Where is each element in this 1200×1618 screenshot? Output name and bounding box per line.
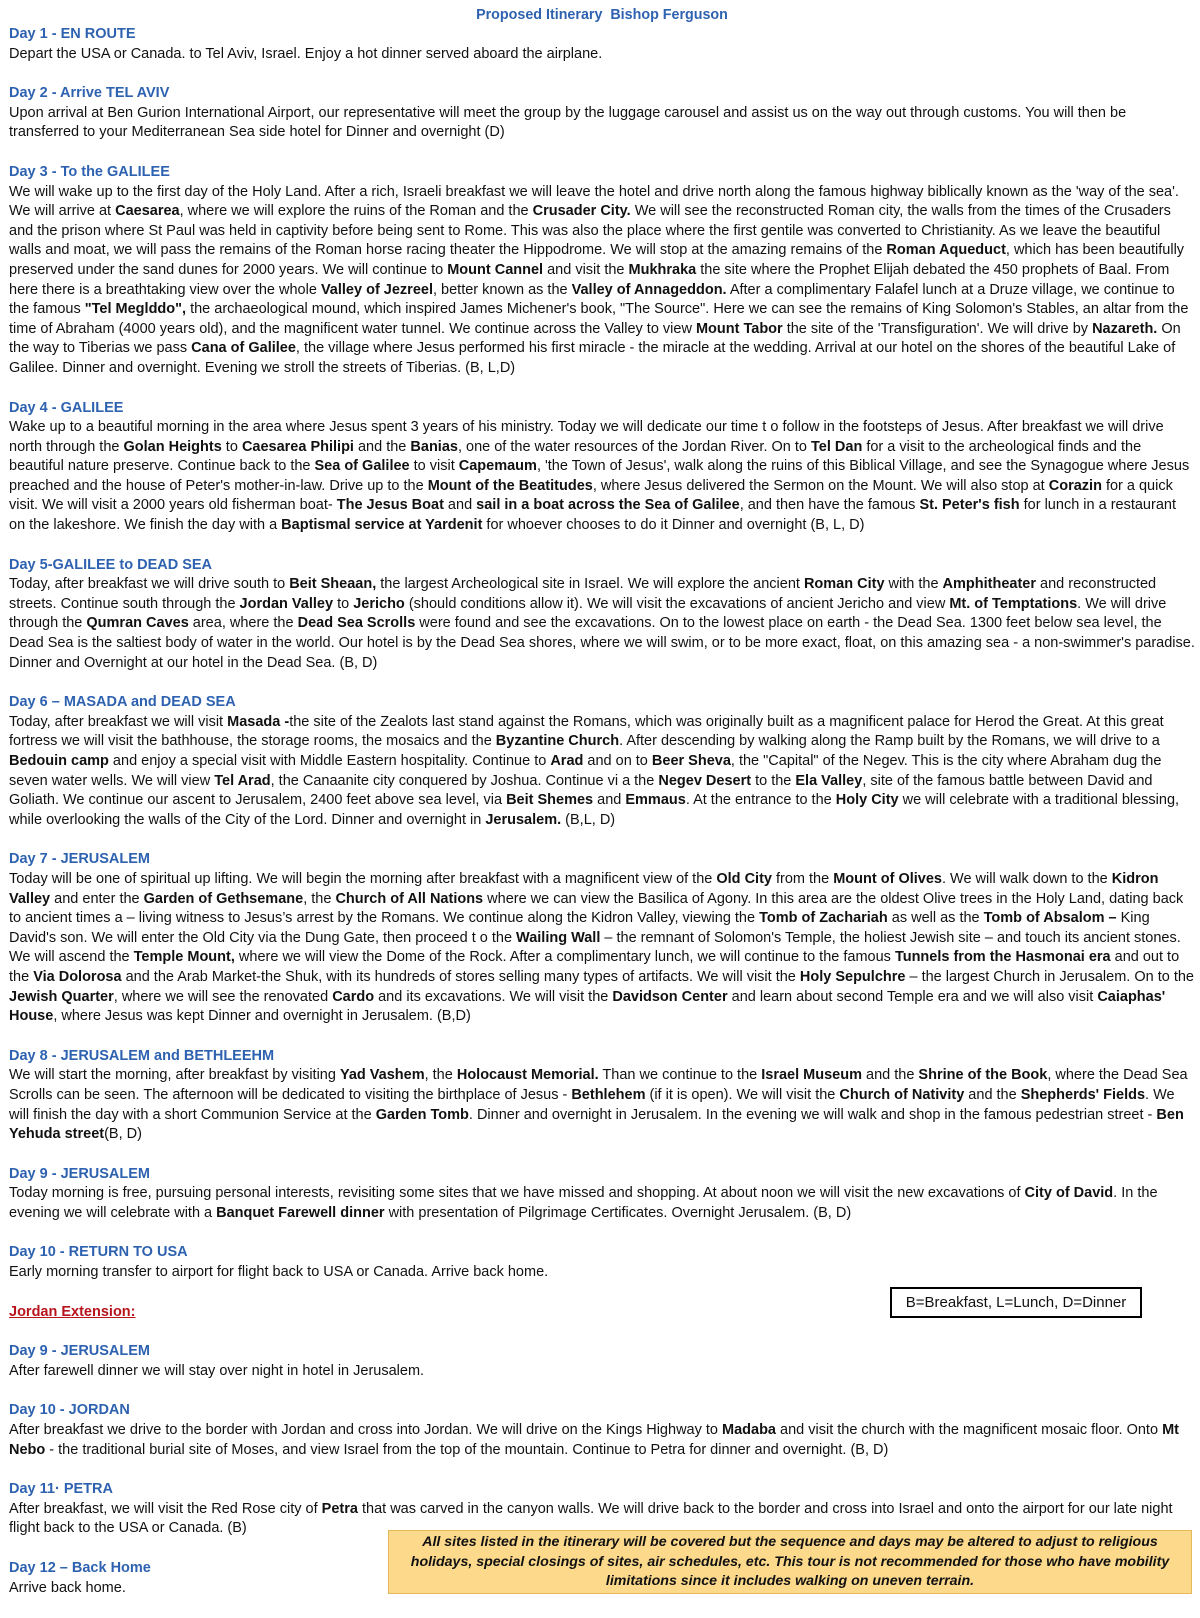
site-name: Caesarea Philipi (241, 438, 354, 455)
text-segment: area, where the (188, 615, 298, 632)
site-name: Cardo (332, 988, 375, 1005)
site-name: Mukhraka (628, 261, 697, 278)
text-segment: , better known as the (432, 281, 572, 298)
text-segment: After breakfast we drive to the border with Jordan and cross into Jordan. We will drive on the Kings Highway to (9, 1422, 722, 1439)
text-segment: - the traditional burial site of Moses, and view Israel from the top of the mountain. Continue to Petra for dinner and overnight. (B, D) (45, 1441, 889, 1458)
site-name: Via Dolorosa (33, 968, 122, 985)
site-name: Bedouin camp (9, 753, 109, 769)
site-name: Garden Tomb (375, 1106, 469, 1123)
day-heading: Day 12 – Back Home (9, 1560, 151, 1576)
site-name: Capemaum (458, 458, 537, 475)
site-name: Beer Sheva (651, 753, 731, 769)
text-segment: , the village where Jesus performed his first miracle - the miracle at the wedding. Arrival at our hotel on the shores of the beautiful Lake of Galilee. Dinner and overnight. Evening we stroll the streets of Tiberias. (B, L,D) (9, 340, 1176, 376)
text-segment: and (443, 497, 477, 514)
text-segment: and learn about second Temple era and we will also visit (727, 988, 1098, 1005)
day-description (9, 183, 1195, 379)
text-segment: (if it is open). We will visit the (645, 1086, 840, 1103)
site-name: Bethlehem (571, 1086, 646, 1103)
day-description (9, 418, 1195, 536)
day-heading: Day 9 - JERUSALEM (9, 1343, 151, 1360)
site-name: Israel Museum (761, 1067, 862, 1084)
site-name: Old City (716, 870, 772, 887)
day-heading: Day 6 – MASADA and DEAD SEA (9, 694, 236, 711)
text-segment: (B, D) (104, 1126, 142, 1143)
site-name: The Jesus Boat (336, 497, 444, 514)
text-segment: to the (751, 772, 796, 789)
site-name: Church of All Nations (335, 890, 484, 907)
day-list (9, 25, 1195, 1283)
meal-legend-box: B=Breakfast, L=Lunch, D=Dinner (890, 1287, 1142, 1318)
text-segment: and visit the (543, 261, 629, 278)
page-title: Proposed Itinerary Bishop Ferguson (476, 7, 728, 23)
site-name: Emmaus (625, 792, 686, 809)
site-name: Petra (321, 1500, 358, 1517)
text-segment: , the (303, 890, 336, 907)
day-heading: Day 7 - JERUSALEM (9, 851, 151, 868)
site-name: Tel Dan (811, 438, 863, 455)
site-name: Beit Sheaan, (289, 576, 377, 593)
day-section (9, 163, 1195, 379)
text-segment: and the (861, 1067, 919, 1084)
day-section (9, 1243, 1195, 1282)
day-description (9, 104, 1195, 143)
text-segment: , 'the Town of Jesus', walk along the ruins of this Biblical Village, and see the Synagogue where Jesus preached and the house of Peter's mother-in-law. Drive up to the (9, 458, 1190, 494)
jordan-extension-heading: Jordan Extension: (9, 1303, 136, 1320)
site-name: Mt Nebo (9, 1422, 1179, 1458)
site-name: Kidron Valley (9, 870, 1159, 907)
site-name: Dead Sea Scrolls (297, 615, 416, 632)
text-segment: Wake up to a beautiful morning in the area where Jesus spent 3 years of his ministry. Today we will dedicate our time t o follow in the footsteps of Jesus. After breakfast we will drive north through the (9, 419, 1164, 455)
text-segment: Upon arrival at Ben Gurion International Airport, our representative will meet the group by the luggage carousel and assist us on the way out through customs. You will then be transferred to your Mediterranean Sea side hotel for Dinner and overnight (D) (9, 104, 1127, 141)
site-name: Ben Yehuda street (9, 1106, 1184, 1143)
site-name: Amphitheater (942, 576, 1037, 593)
text-segment: On the way to Tiberias we pass (9, 320, 1181, 357)
site-name: Nazareth. (1092, 320, 1158, 337)
text-segment: and the Arab Market-the Shuk, with its hundreds of stores selling many types of artifacts. We will visit the (121, 968, 800, 985)
site-name: Roman City (803, 576, 885, 593)
text-segment: (B,L, D) (561, 811, 616, 828)
site-name: Davidson Center (612, 988, 728, 1005)
site-name: Wailing Wall (516, 929, 601, 946)
text-segment: where we will view the Dome of the Rock. After a complimentary lunch, we will continue to the famous (234, 949, 895, 966)
text-segment: and visit the church with the magnificent mosaic floor. Onto (776, 1422, 1163, 1439)
day-section (9, 84, 1195, 143)
site-name: Byzantine Church (495, 733, 620, 750)
text-segment: We will see the reconstructed Roman city, the walls from the times of the Crusaders and the prison where St Paul was held in captivity before being sent to Rome. This was also the place where the first gentile was converted to Christianity. As we leave the beautiful walls and moat, we will pass the remains of the Roman horse racing theater the Hippodrome. We will stop at the amazing remains of the (9, 203, 1171, 259)
day-section (9, 1047, 1195, 1145)
site-name: City of David (1024, 1185, 1114, 1202)
day-section (9, 25, 1195, 64)
text-segment: Early morning transfer to airport for flight back to USA or Canada. Arrive back home. (9, 1264, 549, 1281)
day-description (9, 1066, 1195, 1144)
site-name: Mount Cannel (447, 261, 544, 278)
text-segment: with presentation of Pilgrimage Certificates. Overnight Jerusalem. (B, D) (384, 1204, 852, 1221)
text-segment: as well as the (887, 910, 984, 927)
text-segment: where we can view the Basilica of Agony. In this area are the oldest Olive trees in the Holy Land, dating back to ancient times a – living witness to Jesus’s arrest by the Romans. We continue along the Kidron Valley, viewing the (9, 890, 1184, 927)
text-segment: and reconstructed streets. Continue south through the (9, 576, 1157, 612)
text-segment: (should conditions allow it). We will visit the excavations of ancient Jericho and view (404, 595, 950, 612)
day-heading: Day 9 - JERUSALEM (9, 1165, 151, 1182)
day-description (9, 870, 1195, 1027)
day-section (9, 693, 1195, 830)
text-segment: . We will drive through the (9, 595, 1167, 632)
text-segment: , where Jesus delivered the Sermon on the Mount. We will also stop at (592, 477, 1049, 494)
text-segment: . In the evening we will celebrate with a (9, 1185, 1158, 1221)
text-segment: , the "Capital" of the Negev. This is the city where Abraham dug the seven water wells. We will view (9, 753, 1162, 789)
text-segment: from the (771, 870, 834, 887)
site-name: Mount of the Beatitudes (427, 477, 593, 494)
site-name: Jerusalem. (485, 811, 562, 828)
site-name: Holy City (835, 792, 899, 809)
text-segment: – the remnant of Solomon's Temple, the holiest Jewish site – and touch its ancient stones. We will ascend the (9, 929, 1181, 966)
site-name: Beit Shemes (506, 792, 594, 809)
site-name: Masada - (227, 713, 290, 730)
site-name: Tunnels from the Hasmonai era (894, 949, 1111, 966)
day-section (9, 399, 1195, 536)
site-name: Holocaust Memorial. (456, 1067, 599, 1084)
text-segment: the site where the Prophet Elijah debated the 450 prophets of Baal. From here there is a breathtaking view over the whole (9, 261, 1170, 298)
text-segment: with the (884, 576, 943, 593)
day-heading: Day 2 - Arrive TEL AVIV (9, 85, 170, 102)
text-segment: the site of the 'Transfiguration'. We will drive by (782, 320, 1093, 337)
day-heading: Day 5-GALILEE to DEAD SEA (9, 556, 213, 573)
text-segment: Today, after breakfast we will drive south to (9, 576, 290, 593)
site-name: Mount of Olives (833, 870, 942, 887)
text-segment: Today morning is free, pursuing personal interests, revisiting some sites that we have missed and shopping. At about noon we will visit the new excavations of (9, 1185, 1025, 1202)
text-segment: for a visit to the archeological finds and the beautiful nature preserve. Continue back to the (9, 438, 1142, 475)
text-segment: . After descending by walking along the Ramp built by the Romans, we will drive to a (619, 733, 1160, 750)
site-name: Tomb of Absalom – (983, 910, 1117, 927)
text-segment: , and then have the famous (739, 497, 920, 514)
text-segment: to (333, 595, 354, 612)
site-name: Roman Aqueduct (886, 242, 1006, 259)
site-name: Church of Nativity (839, 1086, 965, 1103)
text-segment: Than we continue to the (598, 1067, 762, 1084)
day-description (9, 1421, 1195, 1460)
site-name: Jewish Quarter (9, 988, 114, 1005)
site-name: Shrine of the Book (918, 1067, 1048, 1084)
text-segment: to (221, 438, 242, 455)
day-heading: Day 3 - To the GALILEE (9, 163, 170, 180)
site-name: Mt. of Temptations (949, 595, 1078, 612)
text-segment: we will celebrate with a traditional blessing, while overlooking the walls of the City of the Lord. Dinner and overnight in (9, 792, 1180, 828)
day-section (9, 1165, 1195, 1224)
text-segment: for a quick visit. We will visit a 2000 years old fisherman boat- (9, 477, 1173, 514)
text-segment: and (593, 792, 626, 809)
text-segment: Today will be one of spiritual up lifting. We will begin the morning after breakfast with a magnificent view of the (9, 870, 717, 887)
site-name: Arad (550, 753, 584, 769)
text-segment: . At the entrance to the (685, 792, 836, 809)
site-name: Cana of Galilee (191, 340, 296, 357)
site-name: Madaba (722, 1422, 776, 1439)
site-name: Valley of Jezreel (320, 281, 433, 298)
day-description (9, 575, 1195, 673)
site-name: Temple Mount, (133, 949, 235, 966)
text-segment: . Dinner and overnight in Jerusalem. In the evening we will walk and shop in the famous pedestrian street - (468, 1106, 1157, 1123)
text-segment: We will start the morning, after breakfast by visiting (9, 1067, 340, 1084)
site-name: Sea of Galilee (314, 458, 410, 475)
site-name: Baptismal service at Yardenit (281, 517, 483, 534)
text-segment: . We will finish the day with a short Communion Service at the (9, 1086, 1175, 1123)
text-segment: , the Canaanite city conquered by Joshua. Continue vi a the (270, 772, 659, 789)
site-name: Shepherds' Fields (1020, 1086, 1146, 1103)
site-name: Golan Heights (123, 438, 222, 455)
text-segment: , where we will explore the ruins of the Roman and the (179, 203, 533, 220)
site-name: Banias (410, 438, 458, 455)
day-section (9, 850, 1195, 1026)
text-segment: and its excavations. We will visit the (374, 988, 613, 1005)
site-name: Banquet Farewell dinner (216, 1204, 385, 1221)
site-name: Crusader City. (532, 203, 631, 220)
text-segment: , site of the famous battle between David and Goliath. We continue our ascent to Jerusalem, 2400 feet above sea level, via (9, 772, 1153, 809)
text-segment: Today, after breakfast we will visit (9, 713, 228, 730)
day-section (9, 1401, 1195, 1460)
text-segment: that was carved in the canyon walls. We will drive back to the border and cross into Israel and onto the airport for our late night flight back to the USA or Canada. (B) (9, 1500, 1173, 1537)
itinerary-document (9, 6, 1195, 1618)
site-name: Jericho (353, 595, 405, 612)
site-name: Mount Tabor (695, 320, 783, 337)
text-segment: After breakfast, we will visit the Red Rose city of (9, 1500, 322, 1517)
text-segment: and out to the (9, 949, 1180, 985)
text-segment: and on to (583, 753, 652, 769)
site-name: Jordan Valley (239, 595, 334, 612)
day-description (9, 1362, 1195, 1382)
text-segment: and enter the (50, 890, 144, 907)
site-name: Caesarea (115, 203, 180, 220)
text-segment: , where Jesus was kept Dinner and overnight in Jerusalem. (B,D) (53, 1008, 471, 1025)
day-heading: Day 1 - EN ROUTE (9, 26, 136, 42)
text-segment: King David's son. We will enter the Old City via the Dung Gate, then proceed t o the (9, 910, 1150, 946)
disclaimer-note: All sites listed in the itinerary will be covered but the sequence and days may be altered to adjust to religious holidays, special closings of sites, air schedules, etc. This tour is not recommended for those who have mobility limitations since it includes walking on uneven terrain. (388, 1530, 1192, 1594)
text-segment: , one of the water resources of the Jordan River. On to (457, 438, 811, 455)
text-segment: After farewell dinner we will stay over night in hotel in Jerusalem. (9, 1362, 425, 1379)
day-heading: Day 4 - GALILEE (9, 399, 124, 416)
day-section (9, 1342, 1195, 1381)
text-segment: After a complimentary Falafel lunch at a Druze village, we continue to the famous (9, 281, 1175, 318)
text-segment: , where we will see the renovated (113, 988, 333, 1005)
site-name: sail in a boat across the Sea of Galilee (476, 497, 740, 514)
text-segment: We will wake up to the first day of the Holy Land. After a rich, Israeli breakfast we will leave the hotel and drive north along the famous highway biblically known as the 'way of the sea'. We will arrive at (9, 183, 1179, 220)
site-name: Yad Vashem (339, 1067, 425, 1084)
text-segment: and the (353, 438, 411, 455)
day-description (9, 1184, 1195, 1223)
day-description (9, 1263, 1195, 1283)
day-description (9, 45, 1195, 65)
site-name: St. Peter's fish (919, 497, 1020, 514)
text-segment: , which has been beautifully preserved under the sand dunes for 2000 years. We will continue to (9, 242, 1185, 278)
site-name: Qumran Caves (86, 615, 189, 632)
text-segment: Depart the USA or Canada. to Tel Aviv, Israel. Enjoy a hot dinner served aboard the airplane. (9, 45, 603, 62)
text-segment: , where the Dead Sea Scrolls can be seen. The afternoon will be dedicated to visiting the birthplace of Jesus - (9, 1067, 1188, 1103)
text-segment: Arrive back home. (9, 1579, 126, 1596)
text-segment: and enjoy a special visit with Middle Eastern hospitality. Continue to (108, 753, 551, 769)
text-segment: for lunch in a restaurant on the lakeshore. We finish the day with a (9, 497, 1176, 534)
day-heading: Day 10 - JORDAN (9, 1402, 130, 1419)
site-name: Caiaphas' House (9, 988, 1166, 1025)
text-segment: and the (964, 1086, 1021, 1103)
site-name: Tomb of Zachariah (759, 910, 888, 927)
site-name: Holy Sepulchre (799, 968, 906, 985)
text-segment: the site of the Zealots last stand against the Romans, which was originally built as a magnificent palace for Herod the Great. At this great fortress we will visit the bathhouse, the storage rooms, the mosaics and the (9, 713, 1164, 750)
text-segment: – the largest Church in Jerusalem. On to the (905, 968, 1194, 985)
text-segment: for whoever chooses to do it Dinner and overnight (B, L, D) (482, 517, 865, 534)
day-heading: Day 10 - RETURN TO USA (9, 1244, 188, 1261)
site-name: Corazin (1048, 477, 1102, 494)
text-segment: to visit (409, 458, 459, 475)
site-name: "Tel Meglddo", (84, 301, 187, 318)
day-heading: Day 11· PETRA (9, 1481, 113, 1498)
site-name: Garden of Gethsemane (143, 890, 304, 907)
text-segment: , the (424, 1067, 457, 1084)
site-name: Ela Valley (795, 772, 863, 789)
site-name: Tel Arad (214, 772, 271, 789)
text-segment: the archaeological mound, which inspired James Michener's book, "The Source". Here we can see the remains of King Solomon's Stables, an altar from the time of Abraham (4000 years old), and the magnificent water tunnel. We continue across the Valley to view (9, 301, 1189, 337)
text-segment: were found and see the excavations. On to the lowest place on earth - the Dead Sea. 1300 feet below sea level, the Dead Sea is the saltiest body of water in the world. Our hotel is by the Dead Sea shores, where we will swim, or to be more exact, float, on this amazing sea - a non-swimmer's paradise. Dinner and Overnight at our hotel in the Dead Sea. (B, D) (9, 615, 1195, 671)
day-heading: Day 8 - JERUSALEM and BETHLEEHM (9, 1047, 275, 1064)
site-name: Negev Desert (658, 772, 752, 789)
day-description (9, 713, 1195, 831)
text-segment: the largest Archeological site in Israel. We will explore the ancient (376, 576, 804, 593)
text-segment: . We will walk down to the (941, 870, 1112, 887)
site-name: Valley of Annageddon. (571, 281, 727, 298)
day-section (9, 556, 1195, 674)
